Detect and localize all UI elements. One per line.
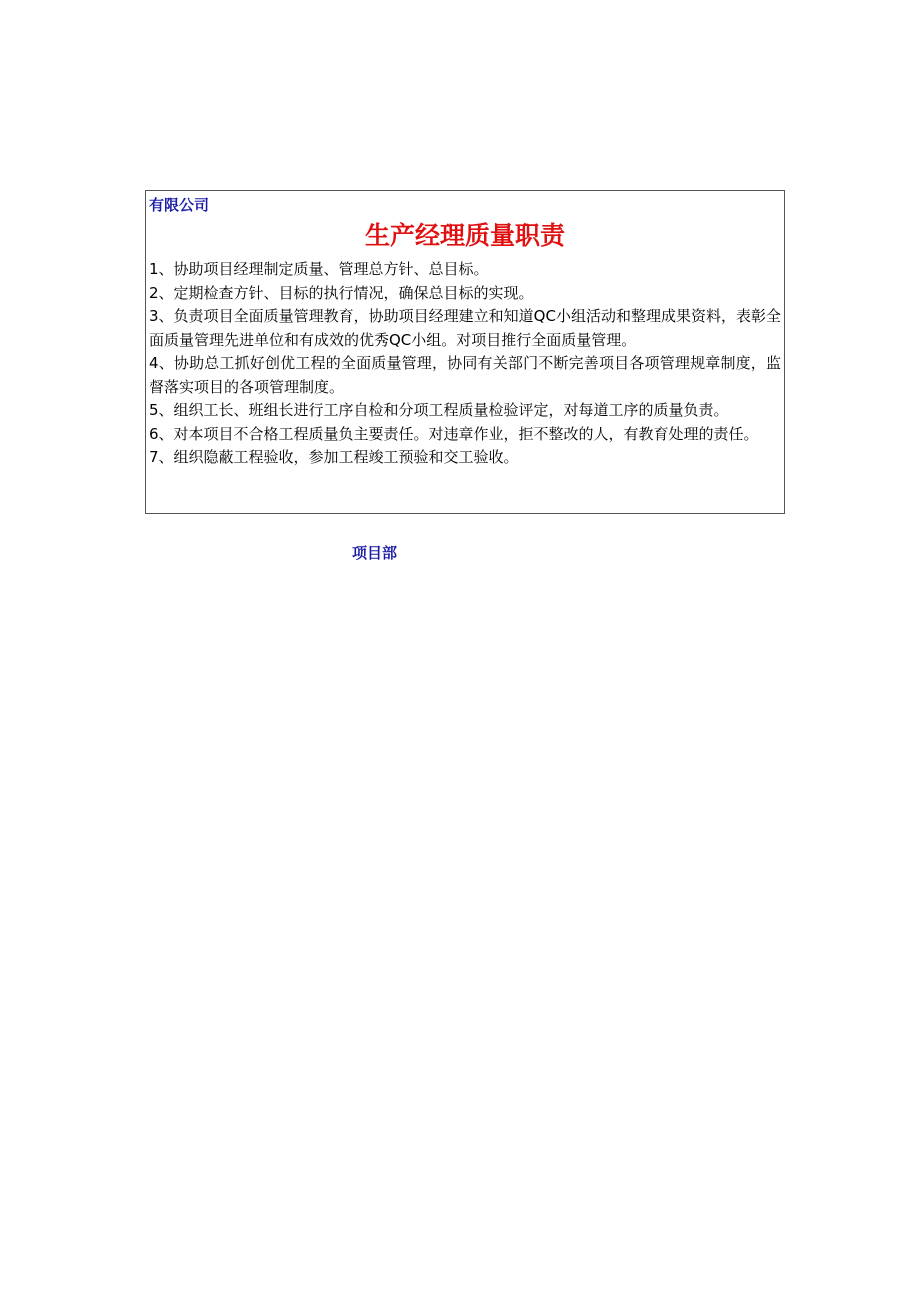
company-name: 有限公司	[149, 196, 210, 214]
responsibility-document-box	[145, 190, 785, 514]
responsibility-item-1: 1、协助项目经理制定质量、管理总方针、总目标。	[149, 260, 489, 278]
responsibility-item-3: 3、负责项目全面质量管理教育，协助项目经理建立和知道QC小组活动和整理成果资料，表彰全面质量管理先进单位和有成效的优秀QC小组。对项目推行全面质量管理。	[149, 307, 781, 349]
responsibility-item-2: 2、定期检查方针、目标的执行情况，确保总目标的实现。	[149, 283, 534, 302]
department-label: 项目部	[352, 544, 398, 562]
responsibility-item-7: 7、组织隐蔽工程验收，参加工程竣工预验和交工验收。	[149, 448, 519, 466]
responsibility-item-5: 5、组织工长、班组长进行工序自检和分项工程质量检验评定，对每道工序的质量负责。	[149, 401, 729, 419]
responsibility-item-6: 6、对本项目不合格工程质量负主要责任。对违章作业，拒不整改的人，有教育处理的责任。	[149, 424, 759, 443]
document-title: 生产经理质量职责	[364, 221, 565, 250]
responsibility-item-4: 4、协助总工抓好创优工程的全面质量管理，协同有关部门不断完善项目各项管理规章制度，监督落实项目的各项管理制度。	[149, 354, 781, 396]
responsibility-list	[149, 258, 781, 470]
